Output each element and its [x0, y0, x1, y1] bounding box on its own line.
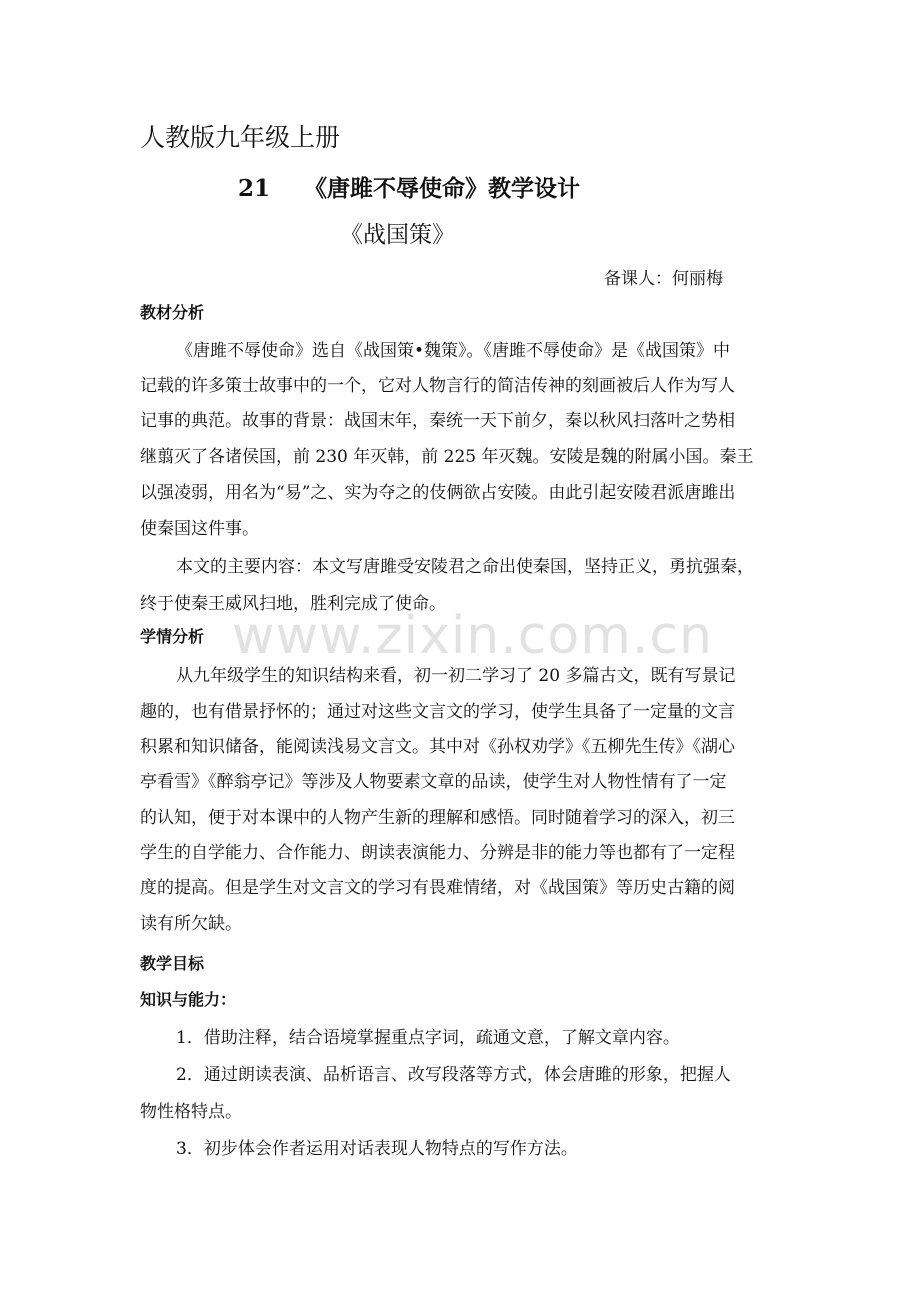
section-heading-goals: 教学目标 [140, 954, 205, 973]
paragraph-line: 的认知，便于对本课中的人物产生新的理解和感悟。同时随着学习的深入，初三 [140, 808, 735, 828]
paragraph-line: 亭看雪》《醉翁亭记》等涉及人物要素文章的品读，使学生对人物性情有了一定 [140, 772, 727, 792]
paragraph-line: 读有所欠缺。 [140, 914, 242, 934]
goal-item: 2．通过朗读表演、品析语言、改写段落等方式，体会唐雎的形象，把握人 [176, 1065, 731, 1085]
watermark: www.zixin.com.cn [232, 606, 713, 666]
subheading-knowledge: 知识与能力： [140, 990, 237, 1009]
lesson-source: 《战国策》 [340, 222, 455, 248]
paragraph-line: 学生的自学能力、合作能力、朗读表演能力、分辨是非的能力等也都有了一定程 [140, 843, 735, 863]
paragraph-line: 终于使秦王威风扫地，胜利完成了使命。 [140, 594, 446, 614]
paragraph-line: 以强凌弱，用名为“易”之、实为夺之的伎俩欲占安陵。由此引起安陵君派唐雎出 [140, 483, 736, 503]
section-heading-material: 教材分析 [140, 303, 205, 322]
paragraph-line: 度的提高。但是学生对文言文的学习有畏难情绪，对《战国策》等历史古籍的阅 [140, 878, 735, 898]
paragraph-line: 本文的主要内容：本文写唐雎受安陵君之命出使秦国，坚持正义，勇抗强秦， [176, 557, 754, 577]
paragraph-line: 积累和知识储备，能阅读浅易文言文。其中对《孙权劝学》《五柳先生传》《湖心 [140, 737, 735, 757]
goal-item-continuation: 物性格特点。 [140, 1102, 242, 1122]
paragraph-line: 从九年级学生的知识结构来看，初一初二学习了 20 多篇古文，既有写景记 [176, 666, 736, 686]
paragraph-line: 记载的许多策士故事中的一个，它对人物言行的简洁传神的刻画被后人作为写人 [140, 376, 735, 396]
goal-item: 3．初步体会作者运用对话表现人物特点的写作方法。 [176, 1139, 578, 1159]
goal-item: 1．借助注释，结合语境掌握重点字词，疏通文意，了解文章内容。 [176, 1028, 680, 1048]
paragraph-line: 《唐雎不辱使命》选自《战国策•魏策》。《唐雎不辱使命》是《战国策》中 [176, 341, 731, 361]
paragraph-line: 记事的典范。故事的背景：战国末年，秦统一天下前夕，秦以秋风扫落叶之势相 [140, 411, 735, 431]
lesson-title-text: 《唐雎不辱使命》教学设计 [304, 175, 581, 202]
author-line: 备课人：何丽梅 [604, 269, 723, 289]
lesson-number: 21 [238, 175, 271, 202]
paragraph-line: 继翦灭了各诸侯国，前 230 年灭韩，前 225 年灭魏。安陵是魏的附属小国。秦王 [140, 447, 754, 467]
grade-label: 人教版九年级上册 [140, 123, 341, 152]
paragraph-line: 使秦国这件事。 [140, 519, 259, 539]
section-heading-student: 学情分析 [140, 627, 205, 646]
lesson-title [238, 170, 580, 203]
paragraph-line: 趣的，也有借景抒怀的；通过对这些文言文的学习，使学生具备了一定量的文言 [140, 702, 735, 722]
